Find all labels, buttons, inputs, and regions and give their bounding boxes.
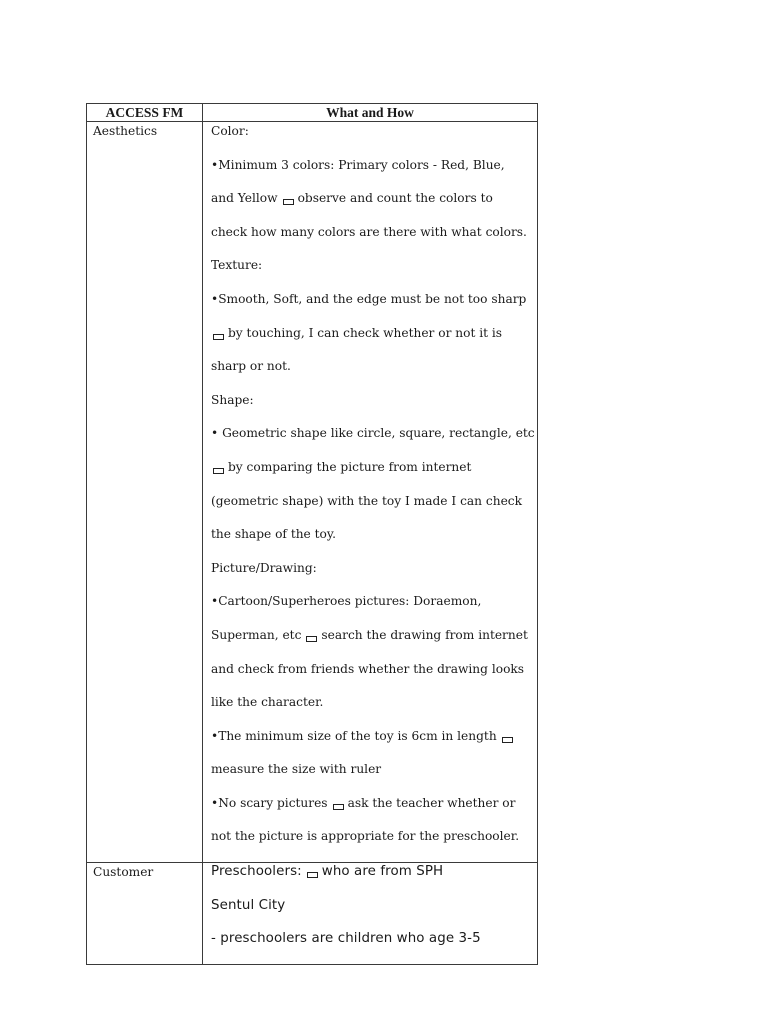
text-segment: not the picture is appropriate for the preschooler. (211, 829, 520, 844)
access-fm-table (86, 103, 538, 965)
arrow-icon (283, 199, 294, 205)
text-line (211, 728, 537, 762)
text-segment: sharp or not. (211, 359, 291, 374)
table-header-row (87, 104, 538, 122)
text-line (211, 325, 537, 359)
text-segment: Shape: (211, 392, 254, 407)
aesthetics-lines (203, 122, 537, 862)
text-line (211, 493, 537, 527)
text-line (211, 358, 537, 392)
text-segment: - preschoolers are children who age 3-5 (211, 931, 481, 947)
text-line (211, 291, 537, 325)
table-row (87, 122, 538, 863)
text-line (211, 897, 537, 931)
text-line (211, 761, 537, 795)
table-row (87, 863, 538, 965)
text-line (211, 123, 537, 157)
aesthetics-description (203, 122, 538, 863)
text-segment: observe and count the colors to (297, 191, 493, 206)
text-line (211, 661, 537, 695)
text-segment: • Geometric shape like circle, square, rectangle, etc (211, 426, 535, 441)
text-line (211, 930, 537, 964)
text-line (211, 392, 537, 426)
text-line (211, 157, 537, 191)
text-line (211, 863, 537, 897)
text-line (211, 459, 537, 493)
text-segment: ask the teacher whether or (347, 795, 516, 810)
text-line (211, 627, 537, 661)
text-line (211, 828, 537, 862)
text-line (211, 795, 537, 829)
arrow-icon (213, 334, 224, 340)
text-line (211, 694, 537, 728)
row-label-aesthetics: Aesthetics (87, 122, 203, 863)
text-line (211, 526, 537, 560)
text-segment: Texture: (211, 258, 263, 273)
text-segment: like the character. (211, 695, 324, 710)
text-segment: Color: (211, 124, 249, 138)
text-line (211, 257, 537, 291)
header-what-and-how: What and How (203, 104, 538, 122)
text-segment: and check from friends whether the drawing looks (211, 661, 525, 676)
text-segment: •No scary pictures (211, 795, 328, 810)
text-segment: the shape of the toy. (211, 527, 337, 542)
arrow-icon (307, 872, 318, 878)
arrow-icon (213, 468, 224, 474)
text-segment: and Yellow (211, 191, 278, 206)
text-segment: Picture/Drawing: (211, 560, 317, 575)
text-segment: Preschoolers: (211, 864, 302, 880)
text-segment: •Minimum 3 colors: Primary colors - Red, Blue, (211, 157, 505, 172)
text-segment: •The minimum size of the toy is 6cm in length (211, 728, 497, 743)
text-segment: by touching, I can check whether or not it is (228, 325, 503, 340)
text-segment: (geometric shape) with the toy I made I can check (211, 493, 522, 508)
text-line (211, 190, 537, 224)
arrow-icon (333, 804, 344, 810)
text-segment: who are from SPH (321, 864, 444, 880)
text-segment: search the drawing from internet (321, 627, 528, 642)
text-line (211, 224, 537, 258)
text-segment: Sentul City (211, 897, 286, 913)
arrow-icon (306, 636, 317, 642)
text-segment: measure the size with ruler (211, 762, 382, 777)
customer-description (203, 863, 538, 965)
text-line (211, 560, 537, 594)
customer-lines (203, 863, 537, 964)
text-segment: check how many colors are there with what colors. (211, 224, 527, 239)
text-segment: Superman, etc (211, 627, 302, 642)
text-segment: •Cartoon/Superheroes pictures: Doraemon, (211, 594, 482, 609)
text-segment: by comparing the picture from internet (228, 459, 472, 474)
text-line (211, 425, 537, 459)
row-label-customer: Customer (87, 863, 203, 965)
text-line (211, 593, 537, 627)
header-access-fm: ACCESS FM (87, 104, 203, 122)
arrow-icon (502, 737, 513, 743)
text-segment: •Smooth, Soft, and the edge must be not too sharp (211, 291, 527, 306)
